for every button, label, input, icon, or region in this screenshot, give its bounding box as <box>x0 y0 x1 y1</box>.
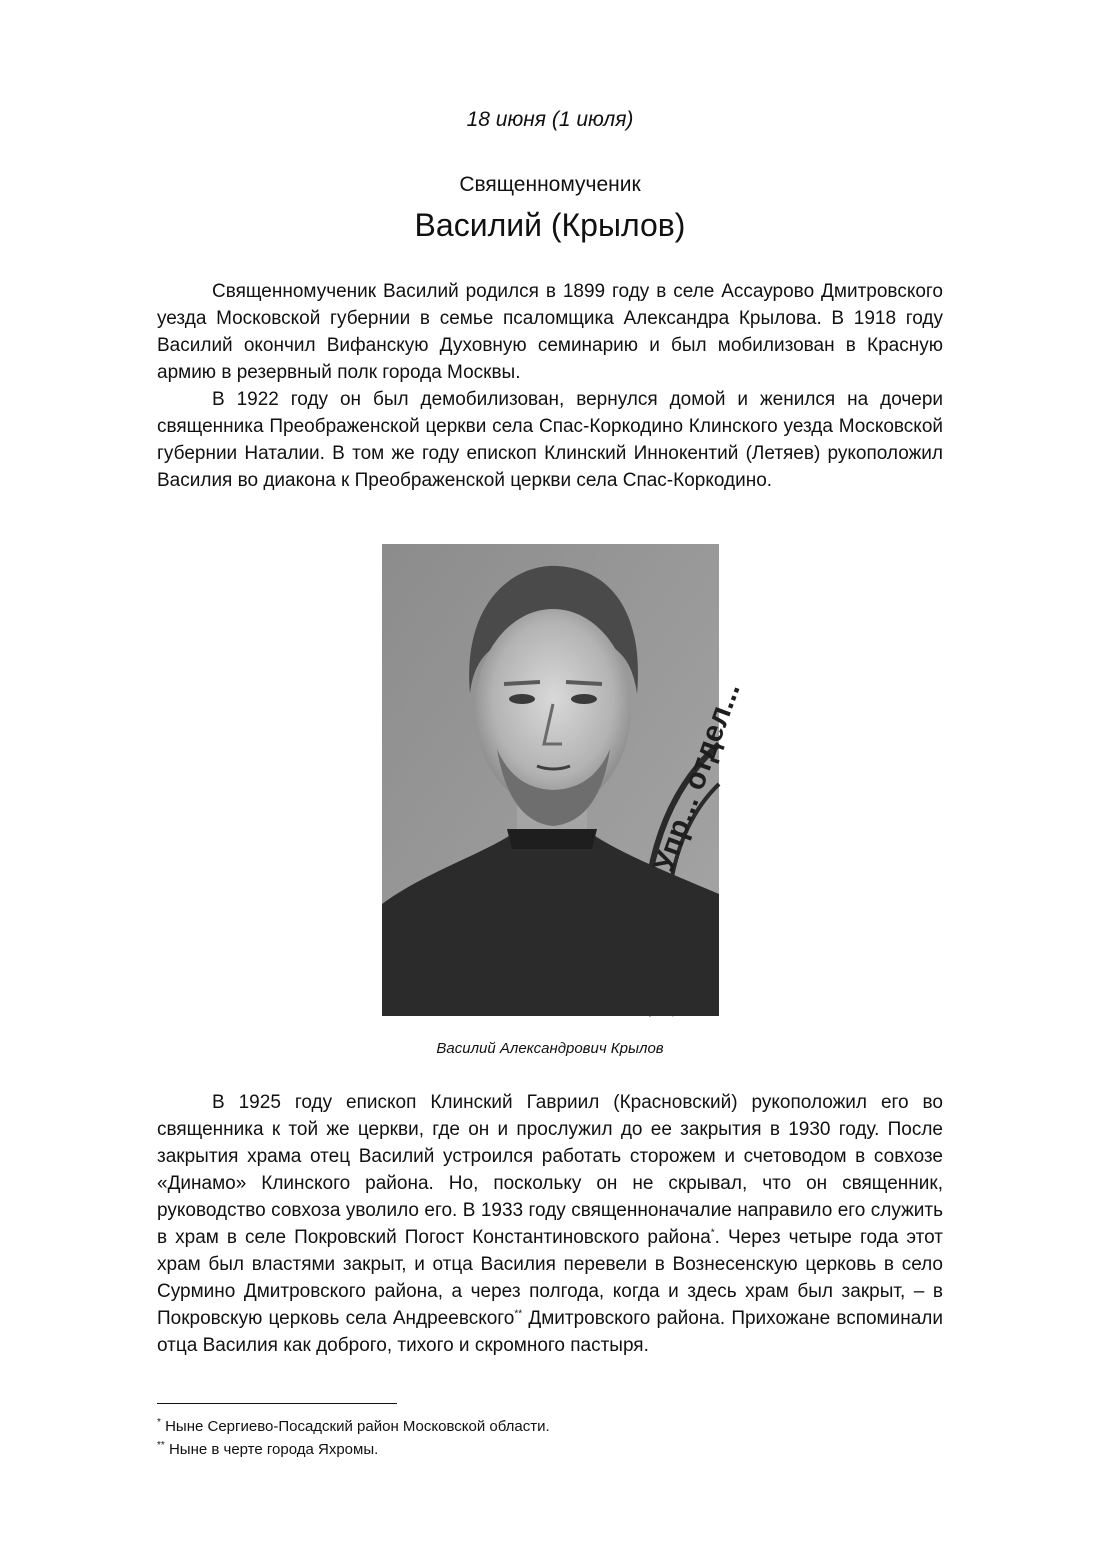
footnote-text: Ныне в черте города Яхромы. <box>164 1441 379 1458</box>
photo-caption: Василий Александрович Крылов <box>436 1040 664 1057</box>
name-title: Василий (Крылов) <box>414 207 686 243</box>
footnote-mark: * <box>157 1417 161 1428</box>
portrait-photo <box>382 544 747 1016</box>
date-heading: 18 июня (1 июля) <box>466 108 634 131</box>
footnotes <box>157 1415 943 1461</box>
biography-top <box>157 278 943 494</box>
stamp-text: Упр... отдел... <box>647 678 747 877</box>
biography-bottom <box>157 1089 943 1359</box>
paragraph-part: Дмитровского района. Прихожане вспоминали отца Василия как доброго, тихого и скромного пастыря. <box>157 1308 943 1356</box>
paragraph: В 1922 году он был демобилизован, вернулся домой и женился на дочери священника Преображенской церкви села Спас-Коркодино Клинского уезда Московской губернии Наталии. В том же году епископ Клинский Иннокентий (Летяев) рукоположил Василия во диакона к Преображенской церкви села Спас-Коркодино. <box>157 389 943 491</box>
rank-heading: Священномученик <box>459 173 641 196</box>
footnote-text: Ныне Сергиево-Посадский район Московской области. <box>160 1418 550 1435</box>
paragraph: Священномученик Василий родился в 1899 году в селе Ассаурово Дмитровского уезда Московской губернии в семье псаломщика Александра Крылова. В 1918 году Василий окончил Вифанскую Духовную семинарию и был мобилизован в Красную армию в резервный полк города Москвы. <box>157 281 943 383</box>
paragraph-part: . Через четыре года этот храм был властями закрыт, и отца Василия перевели в Вознесенскую церковь в село Сурмино Дмитровского района, а через полгода, когда и здесь храм был закрыт, – в Покровскую церковь села Андреевского <box>157 1227 943 1329</box>
paragraph <box>157 1089 943 1359</box>
footnote-mark: ** <box>157 1440 165 1451</box>
footnote-divider <box>157 1403 397 1404</box>
portrait-image <box>382 544 747 1016</box>
footnote <box>157 1415 943 1438</box>
footnote-ref[interactable]: ** <box>514 1308 523 1320</box>
paragraph-part: В 1925 году епископ Клинский Гавриил (Красновский) рукоположил его во священника к той же церкви, где он и прослужил до ее закрытия в 1930 году. После закрытия храма отец Василий устроился работать сторожем и счетоводом в совхозе «Динамо» Клинского района. Но, поскольку он не скрывал, что он священник, руководство совхоза уволило его. В 1933 году священноначалие направило его служить в храм в селе Покровский Погост Константиновского района <box>157 1092 943 1248</box>
footnote-ref[interactable]: * <box>710 1227 715 1239</box>
footnote <box>157 1438 943 1461</box>
